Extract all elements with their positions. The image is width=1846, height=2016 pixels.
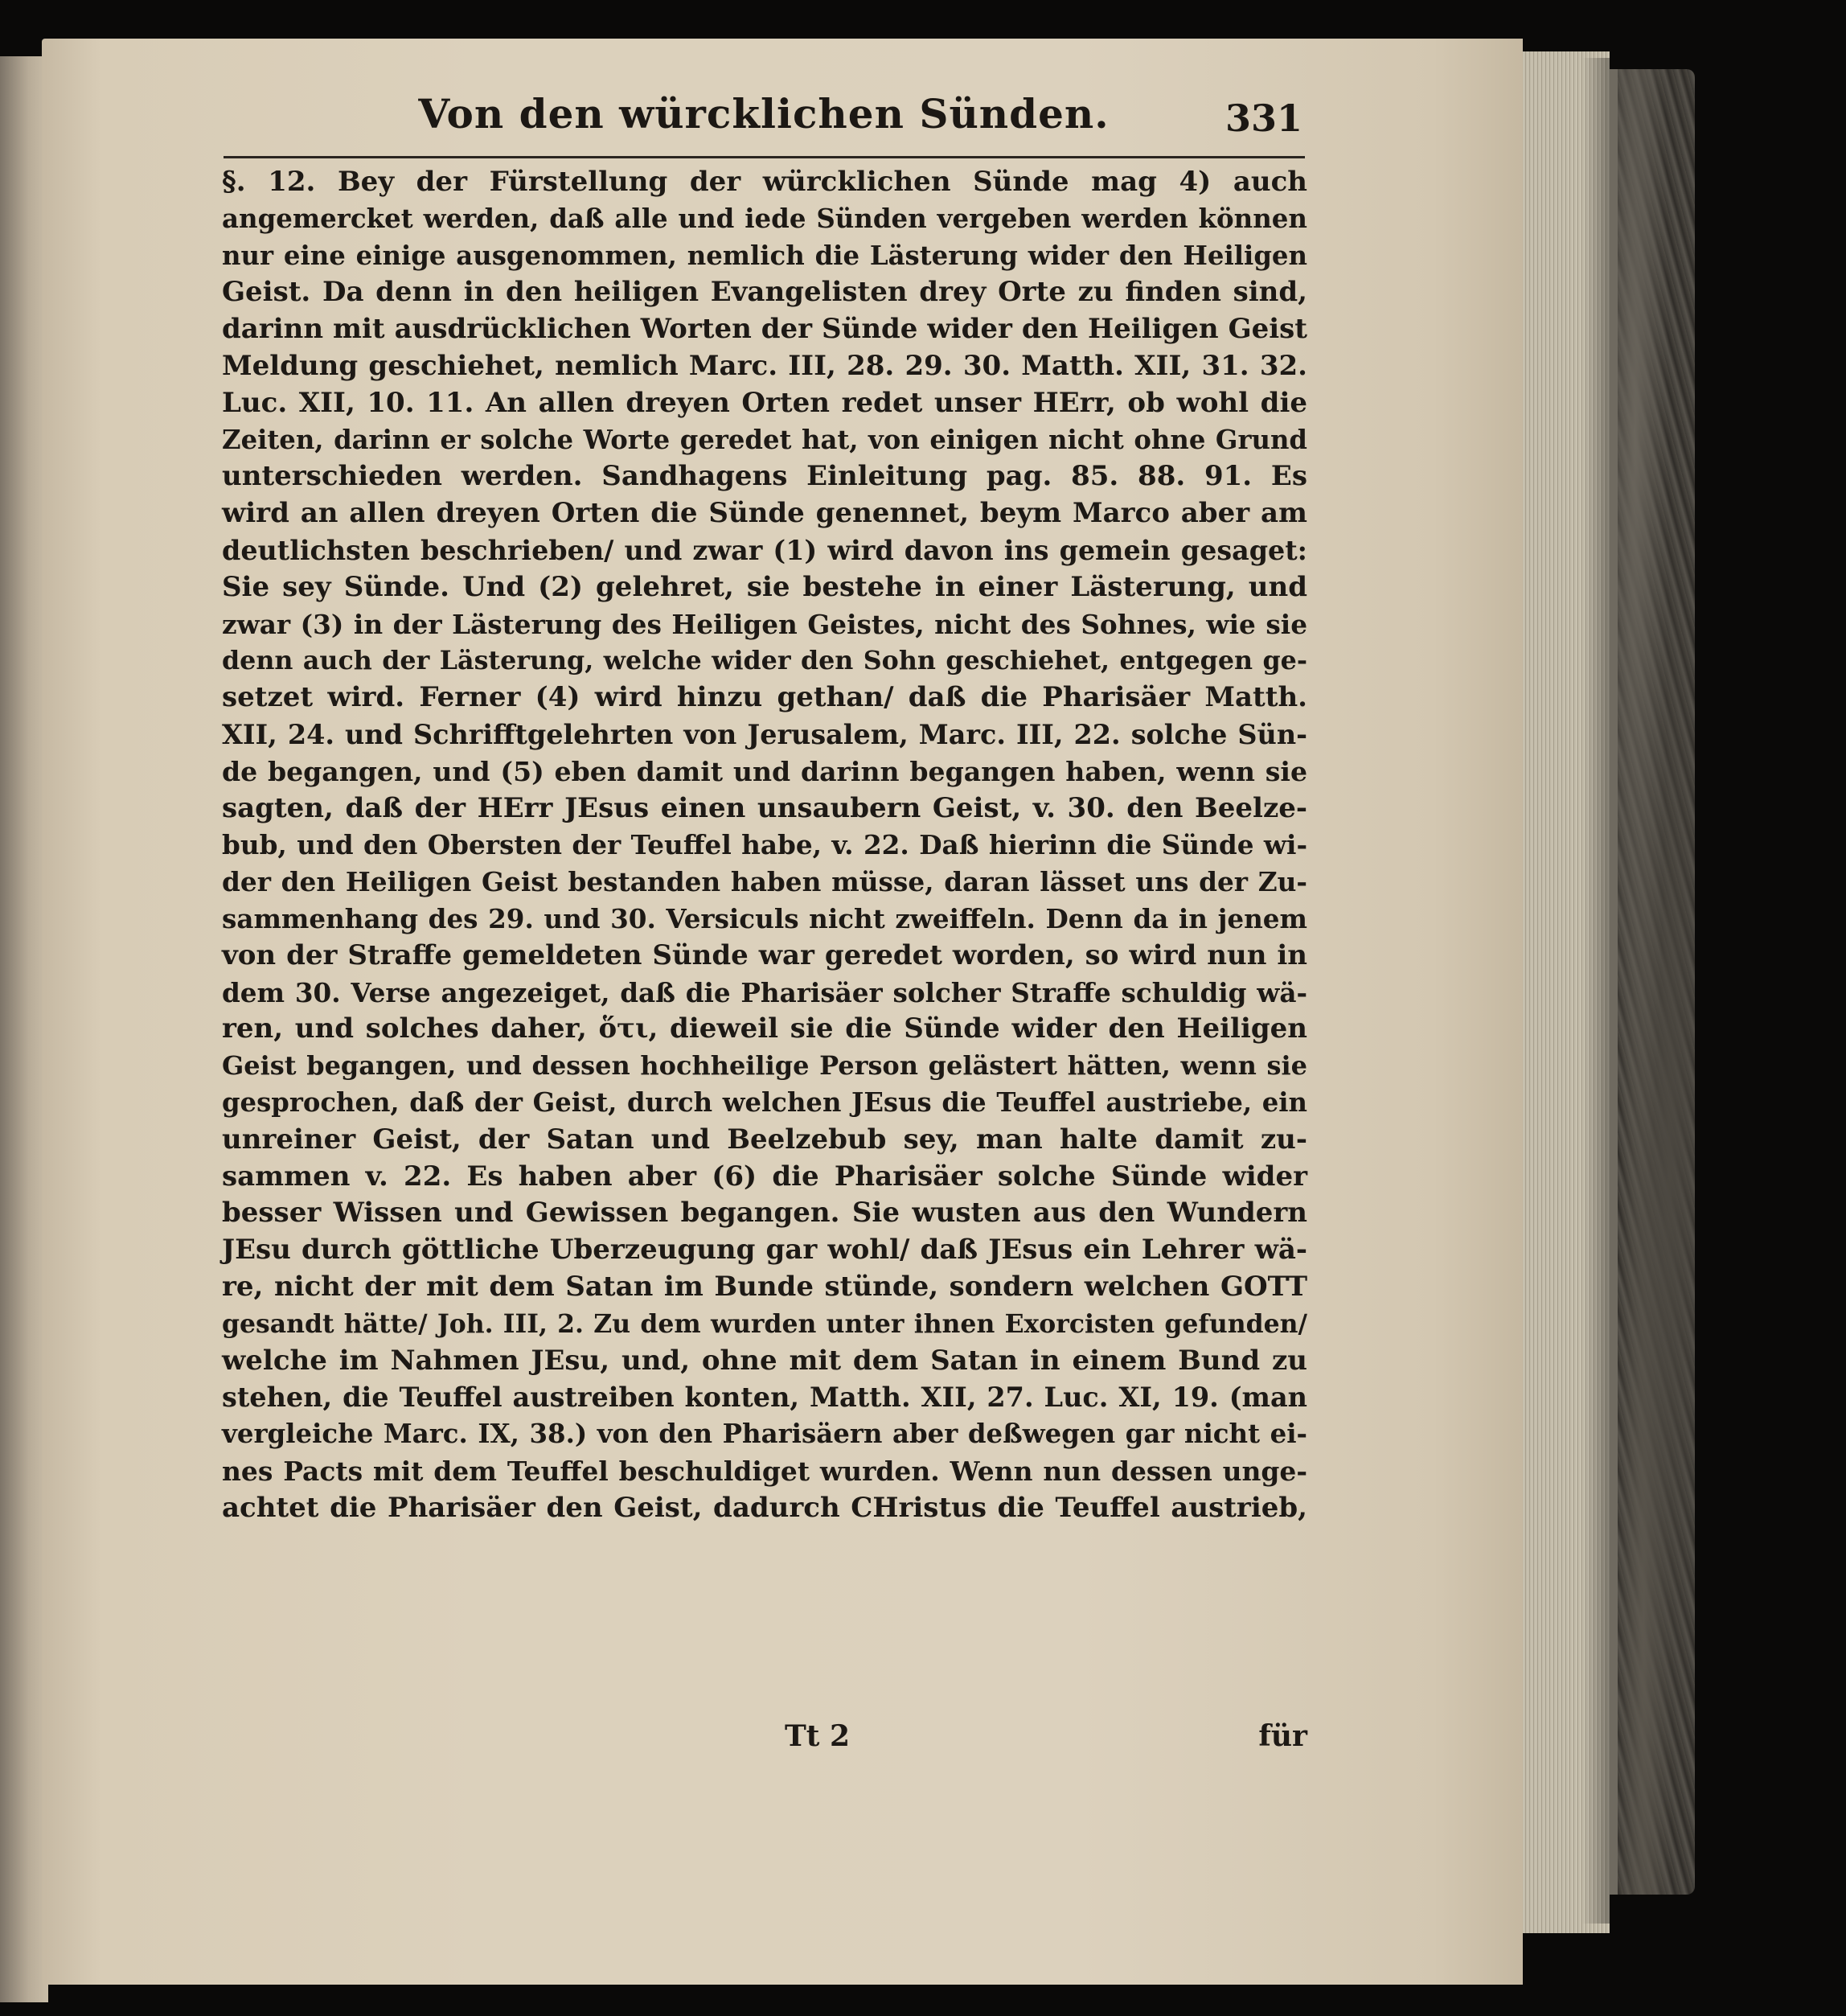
body-text [222,164,1307,1526]
text-line: vergleiche Marc. IX, 38.) von den Pharisäern aber deßwegen gar nicht ei- [222,1419,1307,1450]
text-line: der den Heiligen Geist bestanden haben müsse, daran lässet uns der Zu- [222,866,1307,898]
text-line: von der Straffe gemeldeten Sünde war geredet worden, so wird nun in [222,938,1307,971]
text-line: unreiner Geist, der Satan und Beelzebub sey, man halte damit zu- [222,1123,1307,1156]
text-line: nur eine einige ausgenommen, nemlich die Lästerung wider den Heiligen [222,240,1307,271]
text-line: XII, 24. und Schrifftgelehrten von Jerusalem, Marc. III, 22. solche Sün- [222,718,1307,750]
text-line: gesprochen, daß der Geist, durch welchen JEsus die Teuffel austriebe, ein [222,1086,1307,1118]
text-line: denn auch der Lästerung, welche wider den Sohn geschiehet, entgegen ge- [222,646,1307,676]
text-line: deutlichsten beschrieben/ und zwar (1) wird davon ins gemein gesaget: [222,534,1307,566]
page-number: 331 [1225,96,1302,140]
text-line: stehen, die Teuffel austreiben konten, Matth. XII, 27. Luc. XI, 19. (man [222,1382,1307,1414]
text-line: achtet die Pharisäer den Geist, dadurch CHristus die Teuffel austrieb, [222,1491,1307,1524]
text-line: sammenhang des 29. und 30. Versiculs nicht zweiffeln. Denn da in jenem [222,902,1307,934]
text-line: de begangen, und (5) eben damit und darinn begangen haben, wenn sie [222,755,1307,787]
text-line: sammen v. 22. Es haben aber (6) die Pharisäer solche Sünde wider [222,1160,1307,1193]
text-line: Geist begangen, und dessen hochheilige Person gelästert hätten, wenn sie [222,1050,1307,1082]
text-line: welche im Nahmen JEsu, und, ohne mit dem Satan in einem Bund zu [222,1344,1307,1377]
text-line: besser Wissen und Gewissen begangen. Sie wusten aus den Wundern [222,1197,1307,1230]
text-line: Sie sey Sünde. Und (2) gelehret, sie bestehe in einer Lästerung, und [222,570,1307,603]
text-line: unterschieden werden. Sandhagens Einleitung pag. 85. 88. 91. Es [222,460,1307,493]
text-line: nes Pacts mit dem Teuffel beschuldiget wurden. Wenn nun dessen unge- [222,1455,1307,1487]
text-line: bub, und den Obersten der Teuffel habe, v. 22. Daß hierinn die Sünde wi- [222,829,1307,861]
text-line: darinn mit ausdrücklichen Worten der Sünde wider den Heiligen Geist [222,313,1307,346]
text-line: zwar (3) in der Lästerung des Heiligen Geistes, nicht des Sohnes, wie sie [222,608,1307,640]
header-rule [224,156,1305,158]
text-line: JEsu durch göttliche Uberzeugung gar wohl/ daß JEsus ein Lehrer wä- [222,1234,1307,1267]
signature-mark: Tt 2 [785,1719,850,1753]
page-footer [222,1719,1307,1759]
fore-edge-shadow [1582,58,1610,1924]
text-line: Meldung geschiehet, nemlich Marc. III, 28. 29. 30. Matth. XII, 31. 32. [222,349,1307,382]
text-line: Luc. XII, 10. 11. An allen dreyen Orten redet unser HErr, ob wohl die [222,386,1307,419]
text-line: gesandt hätte/ Joh. III, 2. Zu dem wurden unter ihnen Exorcisten gefunden/ [222,1308,1307,1339]
text-line: angemercket werden, daß alle und iede Sünden vergeben werden können [222,203,1307,234]
facing-page-edge [0,56,48,2002]
text-line: dem 30. Verse angezeiget, daß die Pharisäer solcher Straffe schuldig wä- [222,976,1307,1008]
text-line: sagten, daß der HErr JEsus einen unsaubern Geist, v. 30. den Beelze- [222,791,1307,824]
text-line: §. 12. Bey der Fürstellung der würcklichen Sünde mag 4) auch [222,166,1307,198]
cover-edge [1610,69,1618,1895]
marbled-cover [1610,69,1695,1895]
text-line: setzet wird. Ferner (4) wird hinzu gethan/ daß die Pharisäer Matth. [222,681,1307,714]
text-line: Zeiten, darinn er solche Worte geredet hat, von einigen nicht ohne Grund [222,424,1307,455]
text-line: ren, und solches daher, ὅτι, dieweil sie die Sünde wider den Heiligen [222,1012,1307,1045]
running-head: Von den würcklichen Sünden. [418,90,1110,138]
catchword: für [1258,1719,1307,1753]
text-line: wird an allen dreyen Orten die Sünde genennet, beym Marco aber am [222,497,1307,530]
text-line: re, nicht der mit dem Satan im Bunde stünde, sondern welchen GOTT [222,1270,1307,1303]
text-line: Geist. Da denn in den heiligen Evangelisten drey Orte zu finden sind, [222,276,1307,309]
page-header [225,90,1302,146]
